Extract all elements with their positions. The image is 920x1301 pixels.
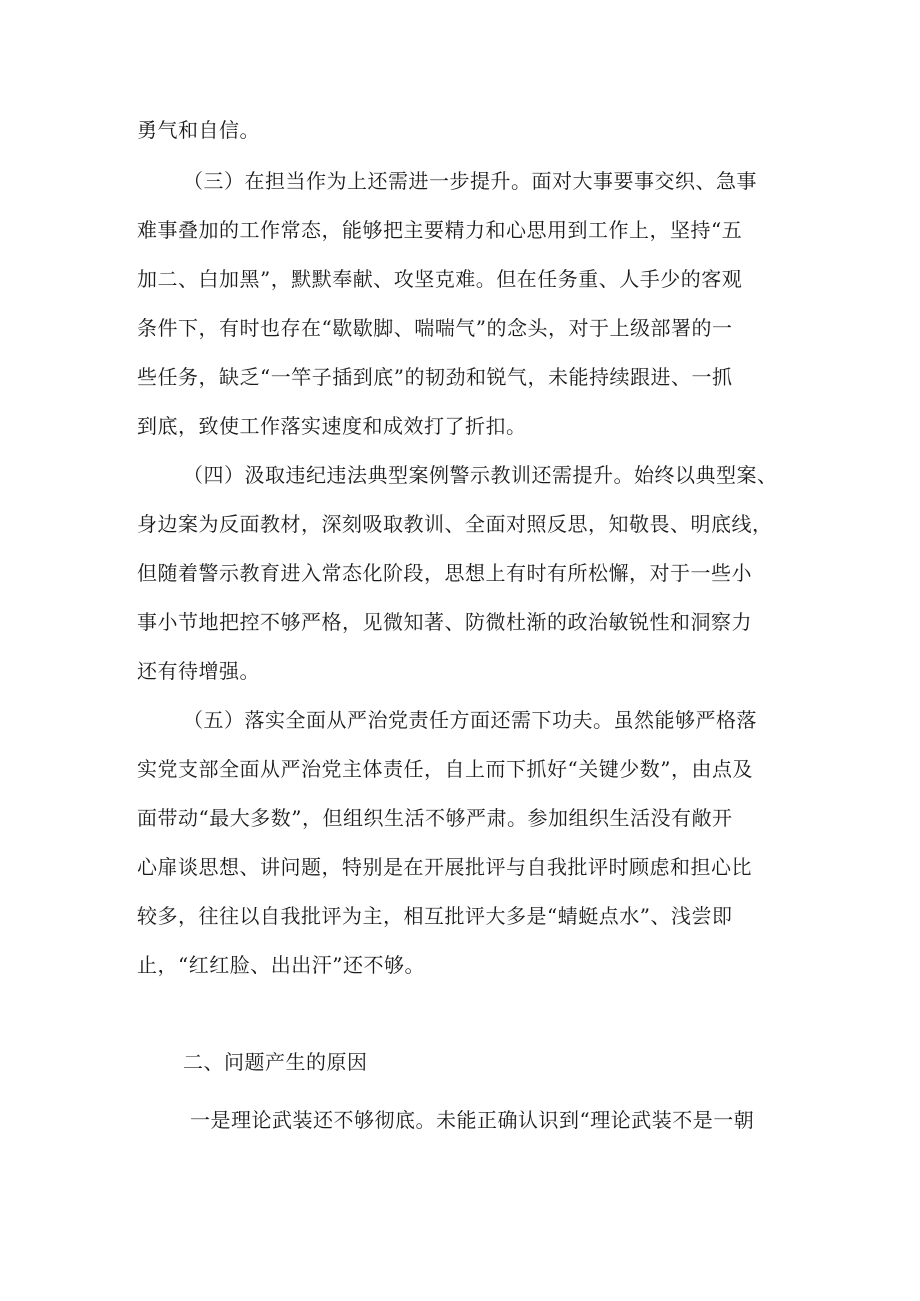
section3-line-4: 条件下，有时也存在“歇歇脚、喘喘气”的念头，对于上级部署的一: [137, 316, 733, 340]
section4-line-5: 还有待增强。: [137, 659, 260, 683]
reason1-line-1: 一是理论武装还不够彻底。未能正确认识到“理论武装不是一朝: [190, 1108, 755, 1132]
section5-line-4: 心扉谈思想、讲问题，特别是在开展批评与自我批评时顾虑和担心比: [137, 855, 752, 879]
section5-line-5: 较多，往往以自我批评为主，相互批评大多是“蜻蜓点水”、浅尝即: [137, 904, 733, 928]
section4-line-1: （四）汲取违纪违法典型案例警示教训还需提升。始终以典型案、: [183, 463, 778, 487]
section3-line-3: 加二、白加黑”，默默奉献、攻坚克难。但在任务重、人手少的客观: [137, 267, 743, 291]
section4-line-3: 但随着警示教育进入常态化阶段，思想上有时有所松懈，对于一些小: [137, 561, 752, 585]
section3-line-1: （三）在担当作为上还需进一步提升。面对大事要事交织、急事: [183, 169, 757, 193]
paragraph-continuation: 勇气和自信。: [137, 118, 260, 142]
section5-line-1: （五）落实全面从严治党责任方面还需下功夫。虽然能够严格落: [183, 708, 757, 732]
section-heading-2: 二、问题产生的原因: [183, 1050, 368, 1074]
section4-line-2: 身边案为反面教材，深刻吸取教训、全面对照反思，知敬畏、明底线，: [137, 512, 773, 536]
section5-line-3: 面带动“最大多数”，但组织生活不够严肃。参加组织生活没有敞开: [137, 806, 733, 830]
section3-line-2: 难事叠加的工作常态，能够把主要精力和心思用到工作上，坚持“五: [137, 218, 743, 242]
section5-line-2: 实党支部全面从严治党主体责任，自上而下抓好“关键少数”，由点及: [137, 757, 753, 781]
section3-line-5: 些任务，缺乏“一竿子插到底”的韧劲和锐气，未能持续跟进、一抓: [137, 365, 733, 389]
section5-line-6: 止，“红红脸、出出汗”还不够。: [137, 953, 425, 977]
section4-line-4: 事小节地把控不够严格，见微知著、防微杜渐的政治敏锐性和洞察力: [137, 610, 752, 634]
section3-line-6: 到底，致使工作落实速度和成效打了折扣。: [137, 414, 527, 438]
